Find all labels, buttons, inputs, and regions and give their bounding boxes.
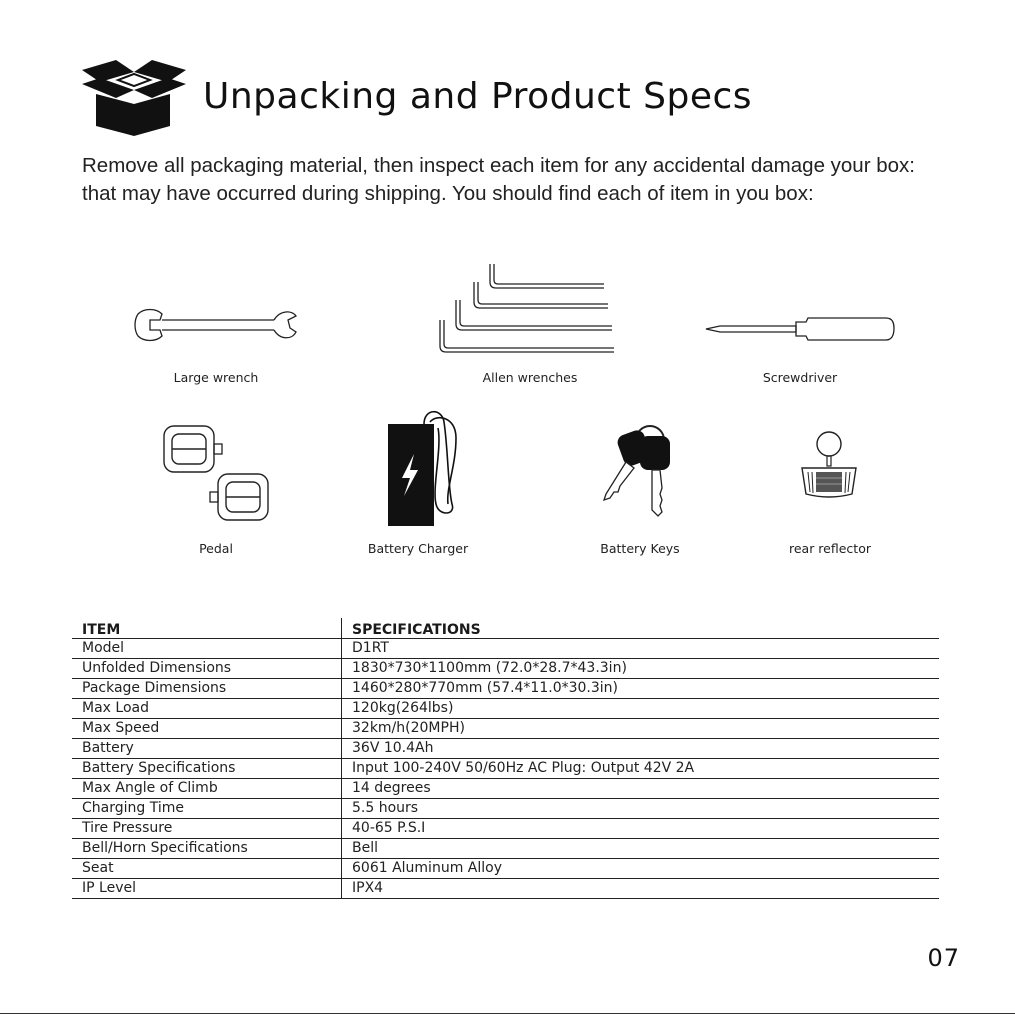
- spec-value-cell: 32km/h(20MPH): [342, 719, 940, 739]
- table-row: [72, 819, 939, 839]
- table-row: [72, 699, 939, 719]
- pedal-icon: [162, 424, 272, 524]
- table-row: [72, 779, 939, 799]
- charger-icon: [386, 408, 468, 528]
- table-row: [72, 639, 939, 659]
- spec-item-cell: Max Load: [72, 699, 342, 719]
- table-header-row: [72, 618, 939, 639]
- reflector-icon: [798, 430, 860, 500]
- table-row: [72, 719, 939, 739]
- spec-value-cell: Input 100-240V 50/60Hz AC Plug: Output 42V 2A: [342, 759, 940, 779]
- spec-item-cell: Max Speed: [72, 719, 342, 739]
- spec-item-cell: Unfolded Dimensions: [72, 659, 342, 679]
- item-caption: Battery Charger: [367, 541, 469, 556]
- open-box-icon: [78, 56, 188, 138]
- spec-value-cell: 6061 Aluminum Alloy: [342, 859, 940, 879]
- spec-value-cell: 1460*280*770mm (57.4*11.0*30.3in): [342, 679, 940, 699]
- item-caption: Screwdriver: [762, 370, 838, 385]
- spec-value-cell: 36V 10.4Ah: [342, 739, 940, 759]
- screwdriver-icon: [706, 316, 896, 342]
- spec-item-cell: Seat: [72, 859, 342, 879]
- spec-item-cell: Battery: [72, 739, 342, 759]
- spec-item-cell: Charging Time: [72, 799, 342, 819]
- intro-paragraph: Remove all packaging material, then inspect each item for any accidental damage your box: that may have occurred during shipping. You should find each of item in you box:: [82, 154, 915, 205]
- spec-item-cell: Package Dimensions: [72, 679, 342, 699]
- page-number: 07: [927, 944, 960, 972]
- spec-value-cell: 1830*730*1100mm (72.0*28.7*43.3in): [342, 659, 940, 679]
- spec-value-cell: 5.5 hours: [342, 799, 940, 819]
- table-row: [72, 679, 939, 699]
- page-title: Unpacking and Product Specs: [203, 76, 753, 117]
- spec-value-cell: D1RT: [342, 639, 940, 659]
- item-caption: Large wrench: [173, 370, 259, 385]
- item-caption: Allen wrenches: [482, 370, 578, 385]
- table-row: [72, 799, 939, 819]
- spec-item-cell: Bell/Horn Specifications: [72, 839, 342, 859]
- spec-value-cell: Bell: [342, 839, 940, 859]
- spec-value-cell: 40-65 P.S.I: [342, 819, 940, 839]
- item-caption: Battery Keys: [600, 541, 680, 556]
- table-row: [72, 879, 939, 899]
- table-row: [72, 839, 939, 859]
- spec-item-cell: Battery Specifications: [72, 759, 342, 779]
- table-row: [72, 759, 939, 779]
- spec-value-cell: IPX4: [342, 879, 940, 899]
- item-caption: Pedal: [199, 541, 233, 556]
- bottom-divider: [0, 1013, 1015, 1014]
- item-caption: rear reflector: [788, 541, 871, 556]
- wrench-icon: [134, 306, 298, 346]
- keys-icon: [600, 420, 680, 520]
- table-row: [72, 859, 939, 879]
- table-row: [72, 739, 939, 759]
- spec-item-cell: Max Angle of Climb: [72, 779, 342, 799]
- spec-value-cell: 14 degrees: [342, 779, 940, 799]
- spec-item-cell: Model: [72, 639, 342, 659]
- allen-wrench-icon: [438, 262, 618, 356]
- specs-table: [72, 618, 939, 899]
- specs-table-body: [72, 639, 939, 899]
- column-header-specifications: SPECIFICATIONS: [342, 618, 940, 639]
- column-header-item: ITEM: [72, 618, 342, 639]
- spec-value-cell: 120kg(264lbs): [342, 699, 940, 719]
- table-row: [72, 659, 939, 679]
- spec-item-cell: IP Level: [72, 879, 342, 899]
- spec-item-cell: Tire Pressure: [72, 819, 342, 839]
